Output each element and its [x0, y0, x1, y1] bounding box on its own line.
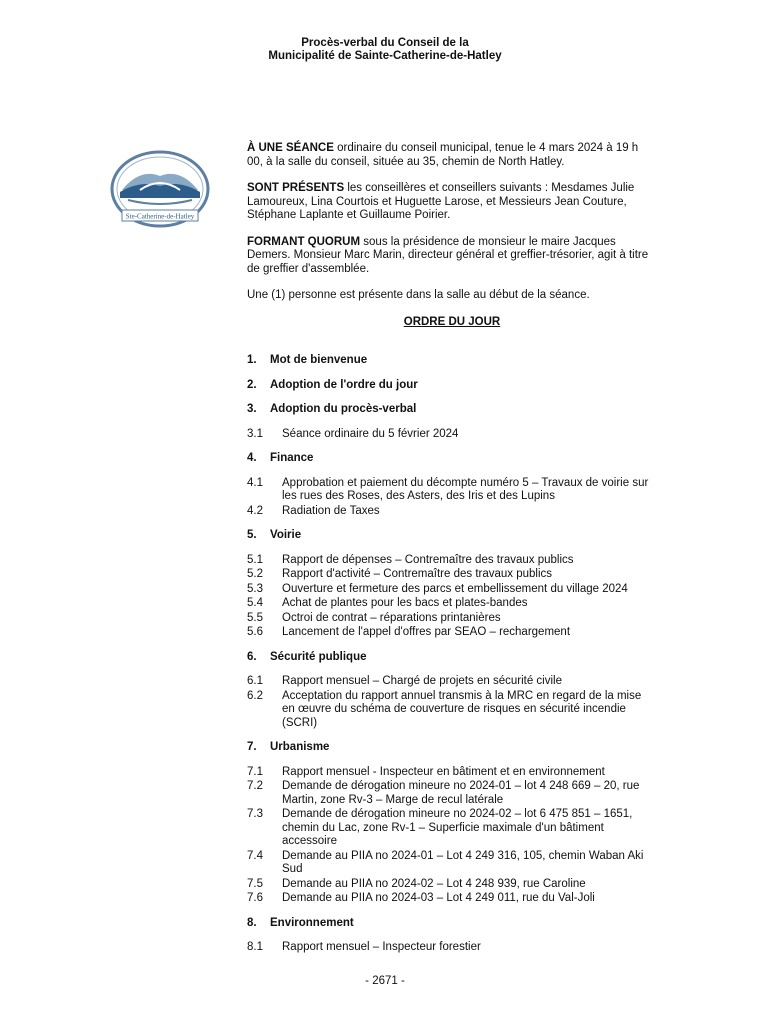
agenda-section	[247, 917, 657, 931]
agenda-item	[247, 892, 657, 906]
agenda-list	[247, 354, 657, 955]
agenda-item	[247, 568, 657, 582]
intro-present: SONT PRÉSENTS les conseillères et conseillers suivants : Mesdames Julie Lamoureux, Lina Courtois et Huguette Larose, et Messieurs Jean Couture, Stéphane Laplante et Guillaume Poirier.	[247, 182, 635, 221]
section-title: Environnement	[270, 916, 354, 929]
item-number: 5.6	[247, 626, 263, 638]
header-line-2: Municipalité de Sainte-Catherine-de-Hatley	[268, 50, 502, 62]
agenda-section	[247, 354, 657, 368]
agenda-item	[247, 428, 657, 442]
item-text: Octroi de contrat – réparations printanières	[282, 611, 501, 624]
item-text: Demande de dérogation mineure no 2024-02 – lot 6 475 851 – 1651, chemin du Lac, zone Rv-1 – Superficie maximale d'un bâtiment accessoire	[282, 808, 633, 847]
item-text: Demande de dérogation mineure no 2024-01 – lot 4 248 669 – 20, rue Martin, zone Rv-3 – Marge de recul latérale	[282, 780, 640, 806]
item-number: 5.5	[247, 611, 263, 624]
section-items	[247, 675, 657, 730]
agenda-section	[247, 741, 657, 755]
item-number: 4.1	[247, 476, 263, 489]
agenda-item	[247, 675, 657, 689]
agenda-item	[247, 808, 657, 849]
item-number: 5.1	[247, 553, 263, 566]
item-number: 7.5	[247, 877, 263, 890]
item-number: 7.3	[247, 808, 263, 820]
item-number: 4.2	[247, 504, 263, 517]
item-number: 7.2	[247, 780, 263, 792]
agenda-item	[247, 554, 657, 568]
item-text: Achat de plantes pour les bacs et plates-bandes	[282, 597, 528, 609]
section-items	[247, 554, 657, 640]
agenda-item	[247, 505, 657, 519]
agenda-item	[247, 626, 657, 640]
item-number: 8.1	[247, 941, 263, 953]
document-header	[0, 37, 770, 63]
section-title: Sécurité publique	[270, 650, 367, 663]
agenda-section	[247, 651, 657, 665]
agenda-section	[247, 379, 657, 393]
municipality-logo	[110, 150, 210, 228]
agenda-item	[247, 597, 657, 611]
section-title: Finance	[270, 452, 314, 464]
agenda-item	[247, 941, 657, 955]
intro-quorum: FORMANT QUORUM sous la présidence de monsieur le maire Jacques Demers. Monsieur Marc Marin, directeur général et greffier-trésorier, agit à titre de greffier d'assemblée.	[247, 235, 649, 275]
section-items	[247, 766, 657, 906]
item-text: Acceptation du rapport annuel transmis à la MRC en regard de la mise en œuvre du schéma de couverture de risques en sécurité incendie (SCRI)	[282, 689, 642, 729]
agenda-section	[247, 529, 657, 543]
section-number: 8.	[247, 916, 257, 929]
agenda-item	[247, 766, 657, 780]
agenda-item	[247, 690, 657, 731]
item-text: Demande au PIIA no 2024-03 – Lot 4 249 011, rue du Val-Joli	[282, 892, 595, 904]
item-number: 7.6	[247, 892, 263, 904]
item-text: Radiation de Taxes	[282, 504, 380, 517]
section-number: 5.	[247, 529, 257, 541]
section-title: Mot de bienvenue	[270, 354, 368, 366]
logo-text: Ste-Catherine-de-Hatley	[125, 212, 195, 221]
item-text: Lancement de l'appel d'offres par SEAO – rechargement	[282, 626, 571, 638]
item-text: Ouverture et fermeture des parcs et embellissement du village 2024	[282, 582, 628, 595]
item-text: Rapport mensuel - Inspecteur en bâtiment et en environnement	[282, 765, 605, 778]
section-number: 7.	[247, 741, 257, 753]
item-text: Demande au PIIA no 2024-02 – Lot 4 248 939, rue Caroline	[282, 877, 586, 890]
item-number: 5.4	[247, 597, 263, 609]
agenda-item	[247, 878, 657, 892]
item-number: 6.1	[247, 675, 263, 687]
page-number: - 2671 -	[365, 975, 405, 987]
item-number: 7.4	[247, 849, 263, 862]
section-title: Urbanisme	[270, 741, 330, 753]
section-title: Adoption de l'ordre du jour	[270, 378, 418, 391]
intro-session: À UNE SÉANCE ordinaire du conseil municipal, tenue le 4 mars 2024 à 19 h 00, à la salle du conseil, située au 35, chemin de North Hatley.	[247, 142, 639, 168]
section-number: 6.	[247, 650, 257, 663]
section-title: Adoption du procès-verbal	[270, 403, 417, 415]
agenda-item	[247, 780, 657, 807]
item-number: 5.3	[247, 582, 263, 595]
section-title: Voirie	[270, 529, 302, 541]
section-number: 3.	[247, 403, 257, 415]
item-text: Rapport mensuel – Inspecteur forestier	[282, 941, 481, 953]
minutes-body	[247, 142, 657, 966]
item-number: 6.2	[247, 689, 263, 702]
item-number: 7.1	[247, 765, 263, 778]
item-text: Demande au PIIA no 2024-01 – Lot 4 249 316, 105, chemin Waban Aki Sud	[282, 849, 644, 875]
section-items	[247, 477, 657, 519]
section-number: 1.	[247, 354, 257, 366]
item-number: 3.1	[247, 427, 263, 440]
agenda-section	[247, 403, 657, 417]
intro-attendance: Une (1) personne est présente dans la salle au début de la séance.	[247, 289, 590, 301]
section-number: 4.	[247, 452, 257, 464]
item-number: 5.2	[247, 568, 263, 580]
item-text: Rapport mensuel – Chargé de projets en sécurité civile	[282, 675, 562, 687]
section-number: 2.	[247, 378, 257, 391]
item-text: Rapport de dépenses – Contremaître des travaux publics	[282, 553, 574, 566]
agenda-item	[247, 477, 657, 504]
agenda-title: ORDRE DU JOUR	[403, 315, 501, 328]
item-text: Rapport d'activité – Contremaître des travaux publics	[282, 568, 553, 580]
agenda-section	[247, 452, 657, 466]
agenda-item	[247, 583, 657, 597]
agenda-item	[247, 850, 657, 877]
section-items	[247, 941, 657, 955]
agenda-item	[247, 612, 657, 626]
section-items	[247, 428, 657, 442]
item-text: Approbation et paiement du décompte numéro 5 – Travaux de voirie sur les rues des Roses, des Asters, des Iris et des Lupins	[282, 476, 649, 502]
header-line-1: Procès-verbal du Conseil de la	[301, 37, 469, 49]
item-text: Séance ordinaire du 5 février 2024	[282, 427, 459, 440]
